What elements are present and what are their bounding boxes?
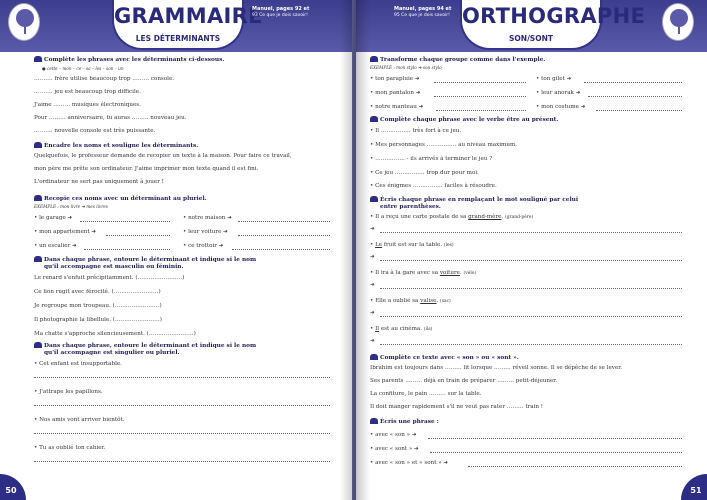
right-ex1-item: • notre manteau ➜: [370, 104, 424, 110]
right-ex4-line: Ses parents ……… déjà en train de préparer ……… petit-déjeuner.: [370, 378, 558, 384]
left-page: [0, 0, 352, 500]
answer-line[interactable]: [34, 433, 330, 434]
left-ex2-line: Quelquefois, le professeur demande de recopier un texte à la maison. Pour faire ce travail,: [34, 153, 292, 159]
exercise-number-icon: [370, 354, 378, 360]
answer-line[interactable]: [434, 82, 526, 83]
left-page-subtitle: LES DÉTERMINANTS: [135, 34, 221, 43]
right-ex2-line: • ……………. - ils arrivés à terminer le jeu ?: [370, 156, 493, 162]
answer-line[interactable]: [434, 96, 526, 97]
left-manual-line2: 93 Ce que je dois savoir!: [252, 13, 308, 18]
left-ex3-item: • mon appartement ➜: [34, 229, 97, 235]
left-ex4-line: Il photographie la libellule. (……………………): [34, 317, 162, 323]
right-ex5-item: • avec « sont » ➜: [370, 446, 419, 452]
arrow-icon: ➜: [370, 338, 375, 344]
left-ex2-line: mon père me prête son ordinateur. J'aime imprimer mon texte quand il est fini.: [34, 166, 259, 172]
right-ex2-line: • Mes personnages ……………. au niveau maximum.: [370, 142, 518, 148]
right-ex2-line: • Ce jeu ……………. trop dur pour moi.: [370, 170, 479, 176]
right-title-box: [460, 0, 646, 50]
answer-line[interactable]: [34, 461, 330, 462]
right-ex3-instruction-2: entre parenthèses.: [380, 204, 441, 210]
right-ex3-item: • Elle a oublié sa valise. (sac): [370, 298, 451, 304]
tree-logo-icon: [662, 3, 694, 41]
right-page-subtitle: SON/SONT: [509, 34, 553, 43]
arrow-icon: ➜: [370, 310, 375, 316]
exercise-number-icon: [34, 195, 42, 201]
answer-line[interactable]: [380, 316, 682, 317]
answer-line[interactable]: [238, 221, 330, 222]
answer-line[interactable]: [596, 110, 682, 111]
right-ex2-line: • Ces énigmes ……………. faciles à résoudre.: [370, 183, 497, 189]
right-ex4-line: Ibrahim est toujours dans ……… lit lorsque ……… réveil sonne. Il se dépêche de se lever.: [370, 365, 623, 371]
right-ex1-item: • ton gilet ➜: [536, 76, 572, 82]
answer-line[interactable]: [380, 232, 682, 233]
left-title-box: [112, 0, 263, 50]
right-manual-line1: Manuel, pages 94 et: [394, 6, 452, 12]
answer-line[interactable]: [34, 405, 330, 406]
right-ex1-item: • mon costume ➜: [536, 104, 586, 110]
right-ex5-item: • avec « son » ➜: [370, 432, 417, 438]
left-ex1-line: ………. nouvelle console est très puissante.: [34, 128, 156, 134]
answer-line[interactable]: [468, 466, 682, 467]
right-ex2-line: • Il ……………. très fort à ce jeu.: [370, 128, 462, 134]
right-page-number: 51: [681, 474, 707, 500]
left-page-number: 50: [0, 474, 26, 500]
exercise-number-icon: [34, 56, 42, 62]
exercise-number-icon: [370, 116, 378, 122]
answer-line[interactable]: [588, 96, 682, 97]
arrow-icon: ➜: [370, 226, 375, 232]
answer-line[interactable]: [106, 235, 170, 236]
left-ex3-item: • le garage ➜: [34, 215, 73, 221]
left-ex3-item: • un escalier ➜: [34, 243, 77, 249]
left-ex1-line: J'aime ……… musiques électroniques.: [34, 102, 141, 108]
arrow-icon: ➜: [370, 254, 375, 260]
left-ex1-wordlist: ● cette – mon – ce – sa – les – son – un: [42, 66, 124, 71]
right-page-title: ORTHOGRAPHE: [462, 4, 646, 28]
left-ex1-line: ………. jeu est beaucoup trop difficile.: [34, 89, 141, 95]
left-ex5-instruction: Dans chaque phrase, entoure le déterminant et indique si le nom: [34, 342, 256, 349]
right-ex3-item: • Il a reçu une carte postale de sa grand-mère. (grand-père): [370, 214, 534, 220]
right-ex3-item: • Il ira à la gare avec sa voiture. (vélo): [370, 270, 477, 276]
left-ex3-example: EXEMPLE : mon livre ➜ mes livres: [34, 204, 108, 209]
left-manual-line1: Manuel, pages 92 et: [252, 6, 310, 12]
answer-line[interactable]: [238, 235, 330, 236]
book-gutter: [340, 0, 370, 500]
left-ex1-line: Pour ……… anniversaire, tu auras ……… nouveau jeu.: [34, 115, 187, 121]
right-ex3-item: • Le fruit est sur la table. (les): [370, 242, 454, 248]
right-ex4-instruction: Complète ce texte avec « son » ou « sont ».: [370, 354, 519, 361]
exercise-number-icon: [370, 196, 378, 202]
right-ex4-line: La confiture, le pain ……… sur la table.: [370, 391, 482, 397]
right-ex4-line: Il doit manger rapidement s'il ne veut pas rater ……… train !: [370, 404, 544, 410]
left-ex1-line: ………. frère utilise beaucoup trop ……… console.: [34, 76, 175, 82]
left-ex5-instruction-2: qu'il accompagne est singulier ou pluriel.: [44, 350, 180, 356]
answer-line[interactable]: [436, 110, 526, 111]
left-ex3-item: • notre maison ➜: [183, 215, 232, 221]
exercise-number-icon: [34, 342, 42, 348]
left-ex1-instruction: Complète les phrases avec les déterminants ci-dessous.: [34, 56, 224, 63]
left-ex3-instruction: Recopie ces noms avec un déterminant au pluriel.: [34, 195, 207, 202]
answer-line[interactable]: [380, 288, 682, 289]
right-ex2-instruction: Complète chaque phrase avec le verbe être au présent.: [370, 116, 558, 123]
right-page: [356, 0, 707, 500]
exercise-number-icon: [34, 256, 42, 262]
left-manual-ref: [252, 6, 309, 19]
right-ex5-item: • avec « son » et « sont » ➜: [370, 460, 449, 466]
left-ex4-instruction: Dans chaque phrase, entoure le déterminant et indique si le nom: [34, 256, 256, 263]
right-ex3-item: • Il est au cinéma. (ils): [370, 326, 433, 332]
answer-line[interactable]: [584, 82, 682, 83]
left-page-title: GRAMMAIRE: [114, 4, 263, 28]
answer-line[interactable]: [430, 452, 682, 453]
right-ex1-item: • ton parapluie ➜: [370, 76, 420, 82]
answer-line[interactable]: [380, 260, 682, 261]
left-ex5-line: • Nos amis vont arriver bientôt.: [34, 417, 125, 423]
answer-line[interactable]: [34, 377, 330, 378]
answer-line[interactable]: [380, 344, 682, 345]
right-manual-ref: [394, 6, 451, 19]
exercise-number-icon: [34, 142, 42, 148]
tree-logo-icon: [8, 3, 40, 41]
answer-line[interactable]: [80, 221, 170, 222]
left-ex3-item: • leur voiture ➜: [183, 229, 228, 235]
right-ex1-item: • mon pantalon ➜: [370, 90, 421, 96]
left-ex4-line: Ma chatte s'approche silencieusement. (……………………): [34, 331, 196, 337]
left-ex2-line: L'ordinateur ne sert pas uniquement à jouer !: [34, 179, 164, 185]
exercise-number-icon: [370, 418, 378, 424]
left-ex4-line: Je regroupe mon troupeau. (……………………): [34, 303, 162, 309]
left-ex5-line: • Tu as oublié ton cahier.: [34, 445, 106, 451]
right-ex1-example: EXEMPLE : mon stylo ➜ son stylo: [370, 65, 442, 70]
arrow-icon: ➜: [370, 282, 375, 288]
left-ex4-instruction-2: qu'il accompagne est masculin ou féminin.: [44, 264, 184, 270]
exercise-number-icon: [370, 56, 378, 62]
answer-line[interactable]: [84, 249, 170, 250]
left-ex5-line: • Cet enfant est insupportable.: [34, 361, 122, 367]
right-ex3-instruction: Écris chaque phrase en remplaçant le mot souligné par celui: [370, 196, 578, 203]
right-ex5-instruction: Écris une phrase :: [370, 418, 439, 425]
left-ex5-line: • J'attrape les papillons.: [34, 389, 103, 395]
left-ex4-line: Le renard s'enfuit précipitamment. (……………………): [34, 275, 185, 281]
left-ex4-line: Ce lion rugit avec férocité. (……………………): [34, 289, 161, 295]
answer-line[interactable]: [428, 438, 682, 439]
right-ex1-item: • leur anorak ➜: [536, 90, 581, 96]
right-ex1-instruction: Transforme chaque groupe comme dans l'exemple.: [370, 56, 545, 63]
right-manual-line2: 95 Ce que je dois savoir!: [394, 13, 450, 18]
answer-line[interactable]: [232, 249, 330, 250]
left-ex3-item: • ce trottoir ➜: [183, 243, 224, 249]
left-ex2-instruction: Encadre les noms et souligne les déterminants.: [34, 142, 198, 149]
